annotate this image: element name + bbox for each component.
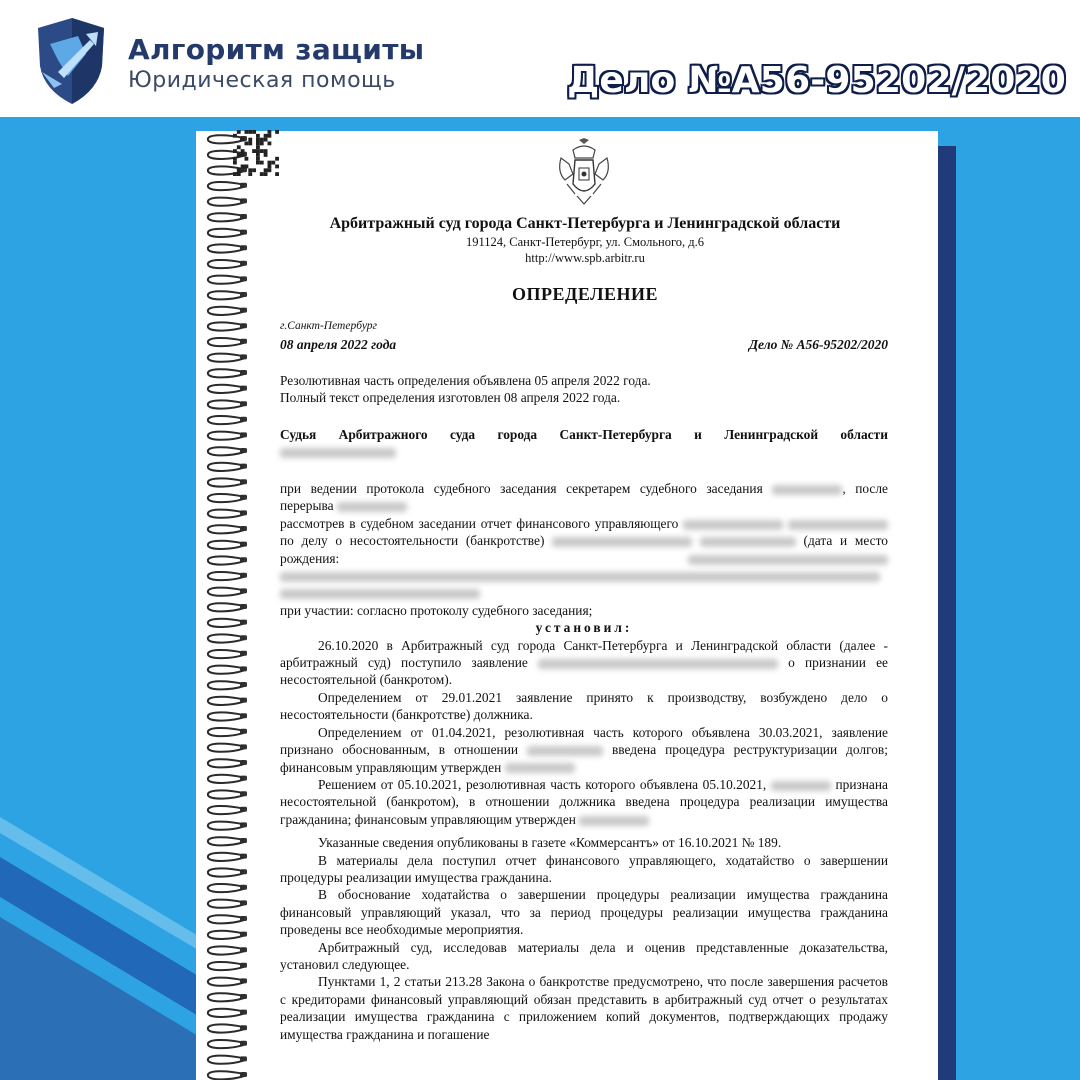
redacted-name — [788, 520, 888, 530]
paragraph: рассмотрев в судебном заседании отчет финансового управляющего по делу о несостоятельности (банкротстве) (дата и место рождения: — [280, 515, 888, 602]
paragraph: Пунктами 1, 2 статьи 213.28 Закона о банкротстве предусмотрено, что после завершения расчетов с кредиторами финансовый управляющий обязан представить в арбитражный суд отчет о результатах реализации имущества гражданина с приложением копий документов, подтверждающих продажу имущества гражданина и погашение — [280, 974, 888, 1042]
paragraph: В материалы дела поступил отчет финансового управляющего, ходатайство о завершении процедуры реализации имущества гражданина. — [280, 852, 888, 885]
redacted-name — [280, 448, 396, 458]
paragraph: 26.10.2020 в Арбитражный суд города Санкт-Петербурга и Ленинградской области (далее - арбитражный суд) поступило заявление о признании ее несостоятельной (банкротом). — [280, 637, 888, 688]
paragraph: Указанные сведения опубликованы в газете «Коммерсантъ» от 16.10.2021 № 189. — [318, 835, 782, 851]
full-text-line: Полный текст определения изготовлен 08 апреля 2022 года. — [280, 390, 621, 406]
case-title: Дело №А56-95202/2020 — [567, 60, 1066, 101]
redacted-data — [280, 572, 880, 582]
body-text — [280, 480, 888, 1043]
case-number: Дело № А56-95202/2020 — [748, 337, 888, 352]
redacted-name — [552, 537, 692, 547]
document-type: ОПРЕДЕЛЕНИЕ — [511, 284, 659, 304]
redacted-name — [527, 746, 603, 756]
date-line — [280, 337, 888, 353]
paragraph: Решением от 05.10.2021, резолютивная часть которого объявлена 05.10.2021, признана несостоятельной (банкротом), в отношении должника введена процедура реализации имущества гражданина; финансовым управляющим утвержден — [280, 776, 888, 827]
paragraph: Определением от 01.04.2021, резолютивная часть которого объявлена 30.03.2021, заявление признано обоснованным, в отношении введена процедура реструктуризации долгов; финансовым управляющим утвержден — [280, 724, 888, 775]
court-header — [280, 214, 890, 266]
court-name: Арбитражный суд города Санкт-Петербурга и Ленинградской области — [329, 215, 841, 232]
spiral-binding — [196, 128, 266, 1080]
redacted-name — [337, 502, 407, 512]
redacted-name — [772, 485, 842, 495]
announcement-block — [280, 372, 888, 407]
city: г.Санкт-Петербург — [280, 320, 378, 332]
court-address: 191124, Санкт-Петербург, ул. Смольного, д.6 — [465, 235, 705, 249]
redacted-name — [771, 781, 831, 791]
paragraph: В обоснование ходатайства о завершении процедуры реализации имущества гражданина финансовый управляющий указал, что за период процедуры реализации имущества гражданина проведены все необходимые мероприятия. — [280, 887, 888, 938]
judge-line: Судья Арбитражного суда города Санкт-Петербурга и Ленинградской области — [280, 427, 888, 442]
redacted-data — [280, 589, 480, 599]
coat-of-arms-icon — [553, 138, 615, 206]
redacted-name — [700, 537, 796, 547]
paragraph: Арбитражный суд, исследовав материалы дела и оценив представленные доказательства, установил следующее. — [280, 939, 888, 972]
established-heading: установил: — [535, 620, 633, 636]
header — [0, 0, 1080, 117]
shield-arrow-icon — [28, 14, 114, 106]
redacted-name — [505, 763, 575, 773]
brand-subtitle: Юридическая помощь — [128, 68, 396, 93]
resolution-line: Резолютивная часть определения объявлена 05 апреля 2022 года. — [280, 373, 651, 388]
document-date: 08 апреля 2022 года — [280, 337, 397, 352]
redacted-data — [688, 555, 888, 565]
brand-title: Алгоритм защиты — [128, 33, 425, 66]
court-website: http://www.spb.arbitr.ru — [525, 251, 645, 265]
redacted-name — [538, 659, 778, 669]
redacted-name — [683, 520, 783, 530]
paragraph: Определением от 29.01.2021 заявление принято к производству, возбуждено дело о несостоятельности (банкротстве) должника. — [280, 689, 888, 723]
judge-block — [280, 426, 888, 461]
redacted-name — [579, 816, 649, 826]
paragraph: при участии: согласно протоколу судебного заседания; — [280, 602, 593, 618]
qr-code-icon — [232, 130, 280, 176]
paragraph: при ведении протокола судебного заседания секретарем судебного заседания , после перерыва — [280, 481, 888, 514]
